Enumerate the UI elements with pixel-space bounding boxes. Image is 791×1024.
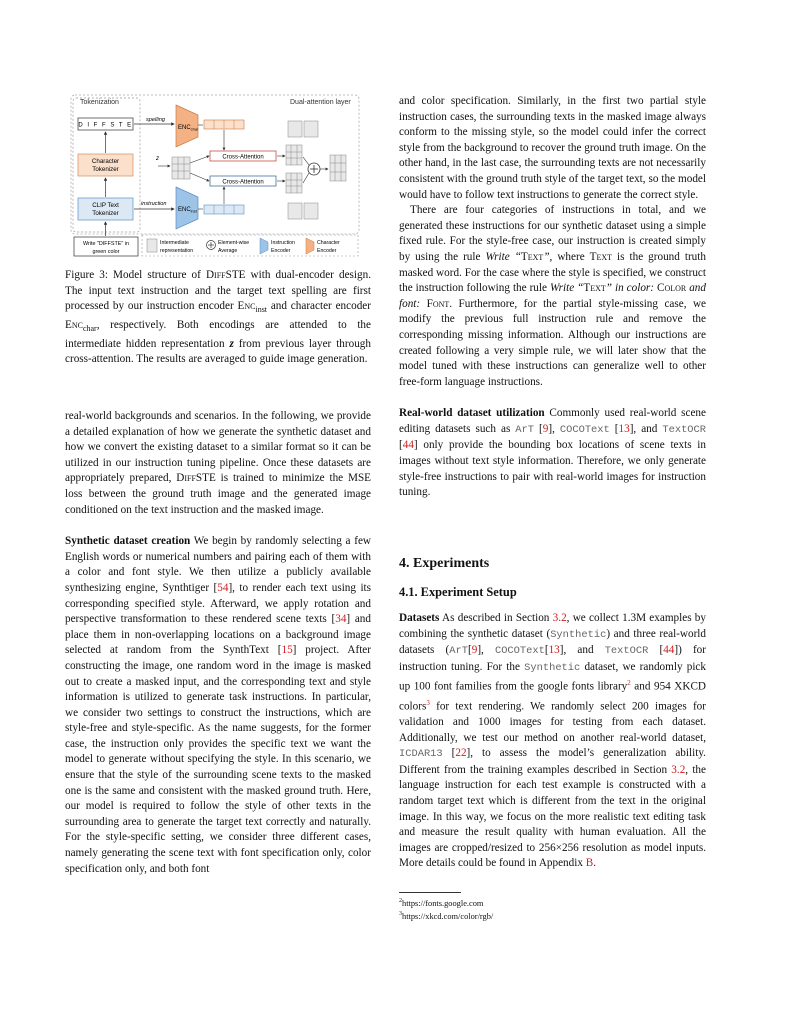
model-structure-figure <box>70 93 360 258</box>
legend-character-l1: Character <box>317 240 340 246</box>
right-paragraph-2: There are four categories of instructions in total, and we generated these instructions for our synthetic dataset using a simple fixed rule. For the style-free case, our instruction is created simply by using the rule Write “Text”, where Text is the ground truth masked word. For the case where the style is specified, we construct the instruction following the rule Write “Text” in color: Color and font: Font. Furthermore, for the partial style-missing case, we modify the previous full instruction rule and remove the corresponding missing information. Although our instructions are created following a very simple rule, we will later show that the model tuned with these instructions can generalize well to other free-form language instructions. <box>399 204 706 388</box>
figure-caption: Figure 3: Model structure of DiffSTE with dual-encoder design. The input text instruction and the target text spelling are first processed by our instruction encoder Enc$_{inst}$ and character encoder Enc$_{char}$, respectively. Both encodings are attended to the intermediate hidden representation z from previous layer through cross-attention. The results are averaged to guide image generation. <box>65 269 371 366</box>
legend-intermediate-icon <box>147 239 157 252</box>
footnote-2-url[interactable]: https://fonts.google.com <box>402 898 484 908</box>
datasets-paragraph: Datasets As described in Section 3.2, we collect 1.3M examples by combining the synthetic dataset (Synthetic) and three real-world datasets (ArT[9], COCOText[13], and TextOCR [44]) for instruction tuning. For the Synthetic dataset, we randomly pick up 100 font families from the google fonts library$^2$ and 954 XKCD colors$^3$ for text rendering. We randomly select 200 images for validation and 1000 images for testing from each dataset. Additionally, we test our method on another real-world dataset, ICDAR13 [22], to assess the model’s generalization ability. Different from the training examples described in Section 3.2, the language instruction for each test example is constructed with a random target text which is different from the text in the original image. In this way, we focus on the more realistic text editing task and measure the result quality with human evaluation. All the images are cropped/resized to 256×256 resolution as model inputs. More details could be found in Appendix B. <box>399 612 707 870</box>
instruction-label: instruction <box>141 201 167 207</box>
bottom-tiles <box>288 203 318 219</box>
enc-inst-label: $ENC_{inst}$ <box>178 207 197 214</box>
legend-intermediate-l2: representation <box>160 248 194 254</box>
real-world-heading: Real-world dataset utilization <box>399 407 545 420</box>
footnote-3: $^3$https://xkcd.com/color/rgb/ <box>399 910 494 921</box>
ref-34[interactable]: 34 <box>335 613 347 626</box>
char-tokens: D I F F S T E <box>78 122 133 129</box>
section-4-heading: 4. Experiments <box>399 556 490 571</box>
output-grid-bottom <box>286 173 302 193</box>
top-tiles <box>288 121 318 137</box>
legend-character-l2: Encoder <box>317 248 337 254</box>
ref-13b[interactable]: 13 <box>548 644 560 657</box>
footnote-2: $^2$https://fonts.google.com <box>399 898 484 908</box>
cross-attention-2-label: Cross-Attention <box>222 179 264 186</box>
cross-attention-1-label: Cross-Attention <box>222 154 264 161</box>
clip-tokenizer-l2: Tokenizer <box>92 210 119 217</box>
character-tokenizer-l1: Character <box>91 158 120 165</box>
enc-char-label: $ENC_{char}$ <box>178 125 199 132</box>
legend-elementwise-l1: Element-wise <box>218 240 250 246</box>
output-grid-top <box>286 145 302 165</box>
ref-13[interactable]: 13 <box>618 422 630 435</box>
real-world-paragraph: Real-world dataset utilization Commonly used real-world scene editing datasets such as ArT [9], COCOText [13], and TextOCR [44] only provide the bounding box locations of scene texts in images without text style information. Therefore, we only generate style-free instructions to pair with real-world images for instruction tuning. <box>399 407 707 499</box>
appendix-b-link[interactable]: B <box>585 857 594 870</box>
footnote-rule <box>399 892 461 893</box>
model-diagram <box>70 93 360 258</box>
spelling-label: spelling <box>146 117 165 123</box>
legend-instruction-l2: Encoder <box>271 248 291 254</box>
ref-9b[interactable]: 9 <box>471 644 478 657</box>
inst-encodings <box>204 205 244 214</box>
footnote-3-marker[interactable]: 3 <box>426 698 430 707</box>
section-3-2-link-b[interactable]: 3.2 <box>671 763 686 776</box>
ref-9[interactable]: 9 <box>542 422 549 435</box>
clip-tokenizer-l1: CLIP Text <box>92 202 119 209</box>
right-paragraph-1: and color specification. Similarly, in the first two partial style instruction cases, the surrounding texts in the masked image always conform to the missing style, so the model could infer the correct style from the background to recover the ground truth image. On the other hand, in the last case, the surrounding texts are not necessarily consistent with the ground truth style of the target text, so the model would have to follow text instructions to generate the correct style. <box>399 95 706 201</box>
legend-character-encoder-icon <box>306 238 314 254</box>
ref-22[interactable]: 22 <box>455 747 467 760</box>
ref-54[interactable]: 54 <box>217 581 229 594</box>
char-encodings <box>204 120 244 129</box>
legend-instruction-l1: Instruction <box>271 240 295 246</box>
section-4-1-heading: 4.1. Experiment Setup <box>399 585 517 599</box>
right-column-top <box>399 94 706 501</box>
footnote-2-marker[interactable]: 2 <box>627 679 631 688</box>
legend-intermediate-l1: Intermediate <box>160 240 189 246</box>
legend-elementwise-l2: Average <box>218 248 238 254</box>
character-tokenizer-l2: Tokenizer <box>92 166 119 173</box>
ref-44b[interactable]: 44 <box>663 644 675 657</box>
z-label: z <box>156 156 159 162</box>
section-3-2-link[interactable]: 3.2 <box>552 612 567 624</box>
final-grid <box>330 155 346 181</box>
input-prompt-l2: green color <box>92 249 120 255</box>
left-column <box>65 409 371 877</box>
datasets-heading: Datasets <box>399 612 440 624</box>
synthetic-dataset-heading: Synthetic dataset creation <box>65 535 191 548</box>
footnotes <box>399 896 706 922</box>
right-column-bottom <box>399 611 706 872</box>
z-grid <box>172 157 190 179</box>
tokenization-label: Tokenization <box>80 99 119 106</box>
legend-instruction-encoder-icon <box>260 238 268 254</box>
dual-attention-label: Dual-attention layer <box>290 99 351 106</box>
footnote-3-url[interactable]: https://xkcd.com/color/rgb/ <box>402 911 494 921</box>
input-prompt-l1: Write "DIFFSTE" in <box>83 241 129 247</box>
synthetic-dataset-paragraph: Synthetic dataset creation We begin by randomly selecting a few English words or numerical numbers and pairing each of them with a color and font style. We then utilize a publicly available synthesizing engine, Synthtiger [54], to render each text using its corresponding specified style. Afterward, we apply rotation and perspective transformation to these rendered scene texts [34] and place them in non-overlapping locations on a background image selected at random from the SynthText [15] project. After constructing the image, one random word in the image is masked out to create a masked input, and the corresponding text and style information is utilized to generate task instructions. In particular, we consider two settings to construct the instructions, which are style-free and style-specific. As the name suggests, for the former case, the instruction only provides the specific text we want the model to generate without specifying the style. In this scenario, we ensure that the style of the surrounding scene texts to the masked one is the same and consistent with the masked ground truth. Here, our model is required to follow the style of other texts in the surrounding area to generate the target text correctly and naturally. For the style-specific setting, we consider three different cases, namely generating the scene text with font specification only, color specification only, and both font <box>65 535 372 875</box>
left-paragraph-1: real-world backgrounds and scenarios. In the following, we provide a detailed explanation of how we generate the synthetic dataset and how we convert the existing dataset to a similar format so it can be utilized in our instruction tuning pipeline. Once these datasets are appropriately prepared, DiffSTE is trained to minimize the MSE loss between the ground truth image and the generated image conditioned on the text instruction and the masked image. <box>65 410 371 516</box>
ref-44[interactable]: 44 <box>402 439 414 452</box>
ref-15[interactable]: 15 <box>281 644 293 657</box>
